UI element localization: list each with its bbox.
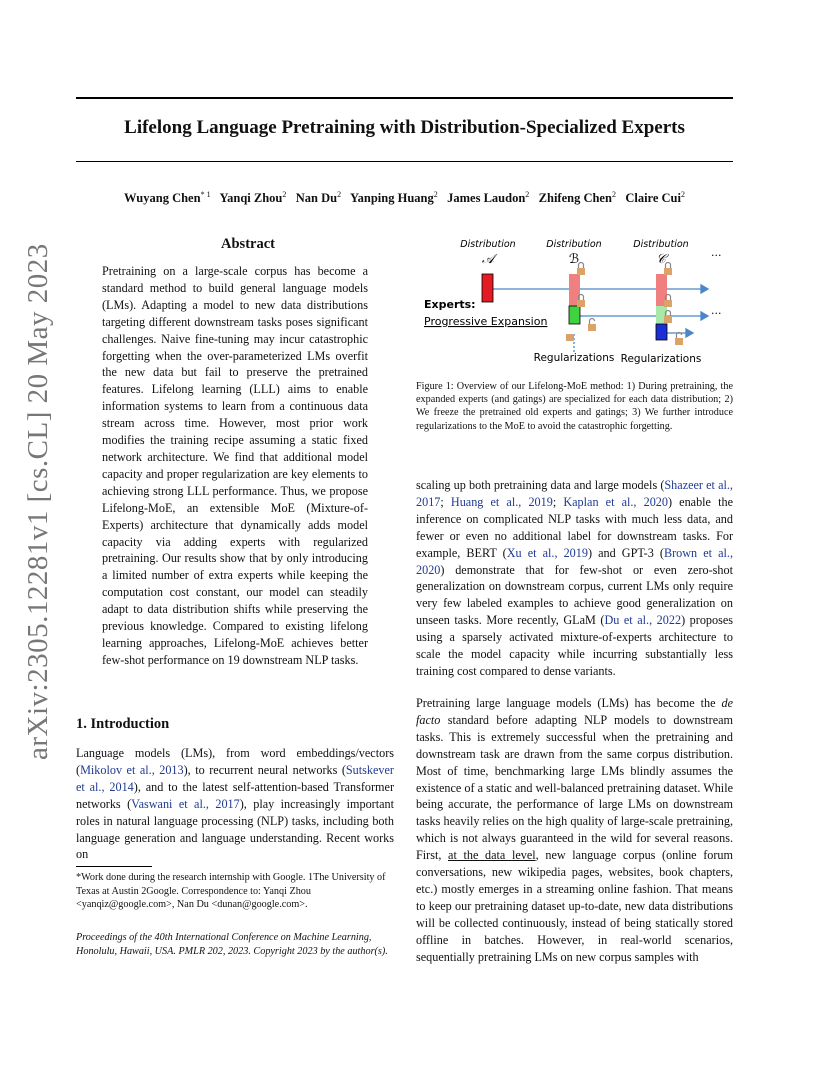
text-run: Pretraining large language models (LMs) has become the <box>416 696 722 710</box>
text-run: Language models (LMs), from word embeddings/vectors ( <box>76 746 394 777</box>
regularization-label-c: Regularizations <box>620 353 702 365</box>
author-mark: 2 <box>611 190 616 199</box>
author: Yanqi Zhou <box>219 191 283 206</box>
dist-label-a: Distribution <box>460 239 516 250</box>
author-list <box>76 190 733 206</box>
citation-link[interactable]: Huang et al., 2019 <box>450 494 553 509</box>
text-run: ), to recurrent neural networks ( <box>183 762 346 777</box>
dist-symbol-a: 𝒜 <box>481 252 495 267</box>
paper-title: Lifelong Language Pretraining with Distribution-Specialized Experts <box>124 117 685 138</box>
citation-link[interactable]: Brown et al., 2020 <box>416 545 733 577</box>
dist-symbol-c: 𝒞 <box>656 252 666 267</box>
text-run-underlined: at the data level <box>448 848 536 863</box>
abstract-text: Pretraining on a large-scale corpus has become a standard method to build general language models (LMs). Adapting a model to new data distributions targeting different downstream tasks poses significant challenges. Naive fine-tuning may incur catastrophic forgetting when the over-parameterized LMs overfit the new data but fail to preserve the pretrained features. Lifelong learning (LLL) aims to enable information systems to learn from a continuous data stream across time. However, most prior work modifies the training recipe assuming a static fixed network architecture. We find that additional model capacity and proper regularization are key elements to achieving strong LLL performance. Thus, we propose Lifelong-MoE, an extensible MoE (Mixture-of-Experts) architecture that dynamically adds model capacity via adding experts with regularized pretraining. Our results show that by only introducing a limited number of extra experts while keeping the computation cost constant, our model can steadily adapt to data distribution shifts while preserving the previous knowledge. Compared to existing lifelong learning approaches, Lifelong-MoE achieves better few-shot performance on 19 downstream NLP tasks. <box>102 264 368 667</box>
text-run: ), and to the latest self-attention-based Transformer networks ( <box>76 779 394 811</box>
figure-1-diagram <box>416 234 733 369</box>
author-mark: 2 <box>525 190 530 199</box>
top-rule <box>76 97 733 99</box>
intro-paragraph <box>76 745 394 863</box>
citation-link[interactable]: Sutskever et al., 2014 <box>76 762 394 794</box>
author: Nan Du <box>295 191 338 206</box>
author-mark: 2 <box>282 190 287 199</box>
citation-link[interactable]: Mikolov et al., 2013 <box>80 762 184 777</box>
footnote: *Work done during the research internship with Google. 1The University of Texas at Austin 2Google. Correspondence to: Yanqi Zhou <yanqiz@google.com>, Nan Du <dunan@google.com>. <box>76 872 386 911</box>
text-run: ) and GPT-3 ( <box>587 545 664 560</box>
dist-label-c: Distribution <box>633 239 689 250</box>
text-run: ) enable the inference on complicated NLP tasks with much less data, and fewer or even no additional label for downstream tasks. For example, BERT ( <box>416 494 733 560</box>
dist-label-b: Distribution <box>546 239 602 250</box>
right-paragraph-2 <box>416 695 733 966</box>
text-run-italic: de facto <box>416 696 733 727</box>
author: Wuyang Chen <box>124 191 201 206</box>
dist-symbol-b: ℬ <box>568 252 580 267</box>
author-mark: 2 <box>680 190 685 199</box>
footnote-rule <box>76 866 152 867</box>
arxiv-stamp: arXiv:2305.12281v1 [cs.CL] 20 May 2023 <box>22 243 54 760</box>
citation-link[interactable]: Du et al., 2022 <box>604 613 682 628</box>
author-mark: * 1 <box>200 190 211 199</box>
text-run: ; <box>440 494 451 509</box>
citation-link[interactable]: Shazeer et al., 2017 <box>416 478 733 509</box>
expert-block-b-new <box>569 306 580 324</box>
text-run: ), play increasingly important roles in natural language processing (NLP) tasks, including both language generation and language understanding. Recent works on <box>76 796 394 862</box>
figure-caption: Figure 1: Overview of our Lifelong-MoE method: 1) During pretraining, the expanded experts (and gatings) are specialized for each data distribution; 2) We freeze the pretrained old experts and gatings; 3) We further introduce regularizations to the MoE to avoid the catastrophic forgetting. <box>416 381 733 432</box>
expert-block-a <box>482 274 493 302</box>
figure-1 <box>416 234 733 369</box>
author: Zhifeng Chen <box>538 191 612 206</box>
text-run: standard before adapting NLP models to downstream tasks. This is extremely successful when the pretraining and downstream task are drawn from the same corpus distribution. Most of time, benchmarking large LMs blindly assumes the existence of a static and well-balanced pretraining dataset. While being accurate, the performance of large LMs on downstream tasks heavily relies on the high quality of large-scale pretraining, which is not always guaranteed in the wild for several reasons. First, <box>416 712 733 863</box>
author-mark: 2 <box>433 190 438 199</box>
experts-label: Experts: <box>424 298 476 311</box>
ellipsis-mid: ... <box>711 304 722 317</box>
section-heading-introduction: 1. Introduction <box>76 716 170 732</box>
expert-block-c-new <box>656 324 667 340</box>
citation-link[interactable]: Kaplan et al., 2020 <box>563 494 668 509</box>
citation-link[interactable]: Xu et al., 2019 <box>506 545 588 560</box>
author: Claire Cui <box>625 191 681 206</box>
right-paragraph-1 <box>416 477 733 680</box>
author: James Laudon <box>447 191 526 206</box>
regularization-label-b: Regularizations <box>533 352 615 364</box>
proceedings-note <box>76 931 394 958</box>
proceedings-text: Proceedings of the 40th International Conference on Machine Learning, Honolulu, Hawaii, USA. PMLR 202, 2023. Copyright 2023 by the author(s). <box>76 932 388 957</box>
text-run: ) proposes using a sparsely activated mixture-of-experts architecture to scale the model capacity while incurring substantially less training cost compared to dense variants. <box>416 613 733 678</box>
author: Yanping Huang <box>350 191 434 206</box>
text-run: ) demonstrate that for few-shot or even zero-shot generalization on downstream corpus, current LMs only require very few labeled examples to achieve good generalization on unseen tasks. More recently, GLaM ( <box>416 562 733 628</box>
author-mark: 2 <box>337 190 342 199</box>
text-run: ; <box>552 494 564 509</box>
ellipsis-top: ... <box>711 246 722 259</box>
title-bottom-rule <box>76 161 733 162</box>
experts-sublabel: Progressive Expansion <box>424 315 548 328</box>
text-run: scaling up both pretraining data and large models ( <box>416 478 665 492</box>
text-run: , new language corpus (online forum conversations, new wikipedia pages, websites, book chapters, etc.) mostly emerges in a streaming online fashion. That means to keep our pretraining dataset up-to-date, new data distributions will be collected continuously, instead of being statically stored offline in batches. However, in real-world scenarios, sequentially pretraining LMs on new corpus samples with <box>416 848 734 964</box>
abstract-heading: Abstract <box>221 236 275 252</box>
citation-link[interactable]: Vaswani et al., 2017 <box>131 796 240 811</box>
